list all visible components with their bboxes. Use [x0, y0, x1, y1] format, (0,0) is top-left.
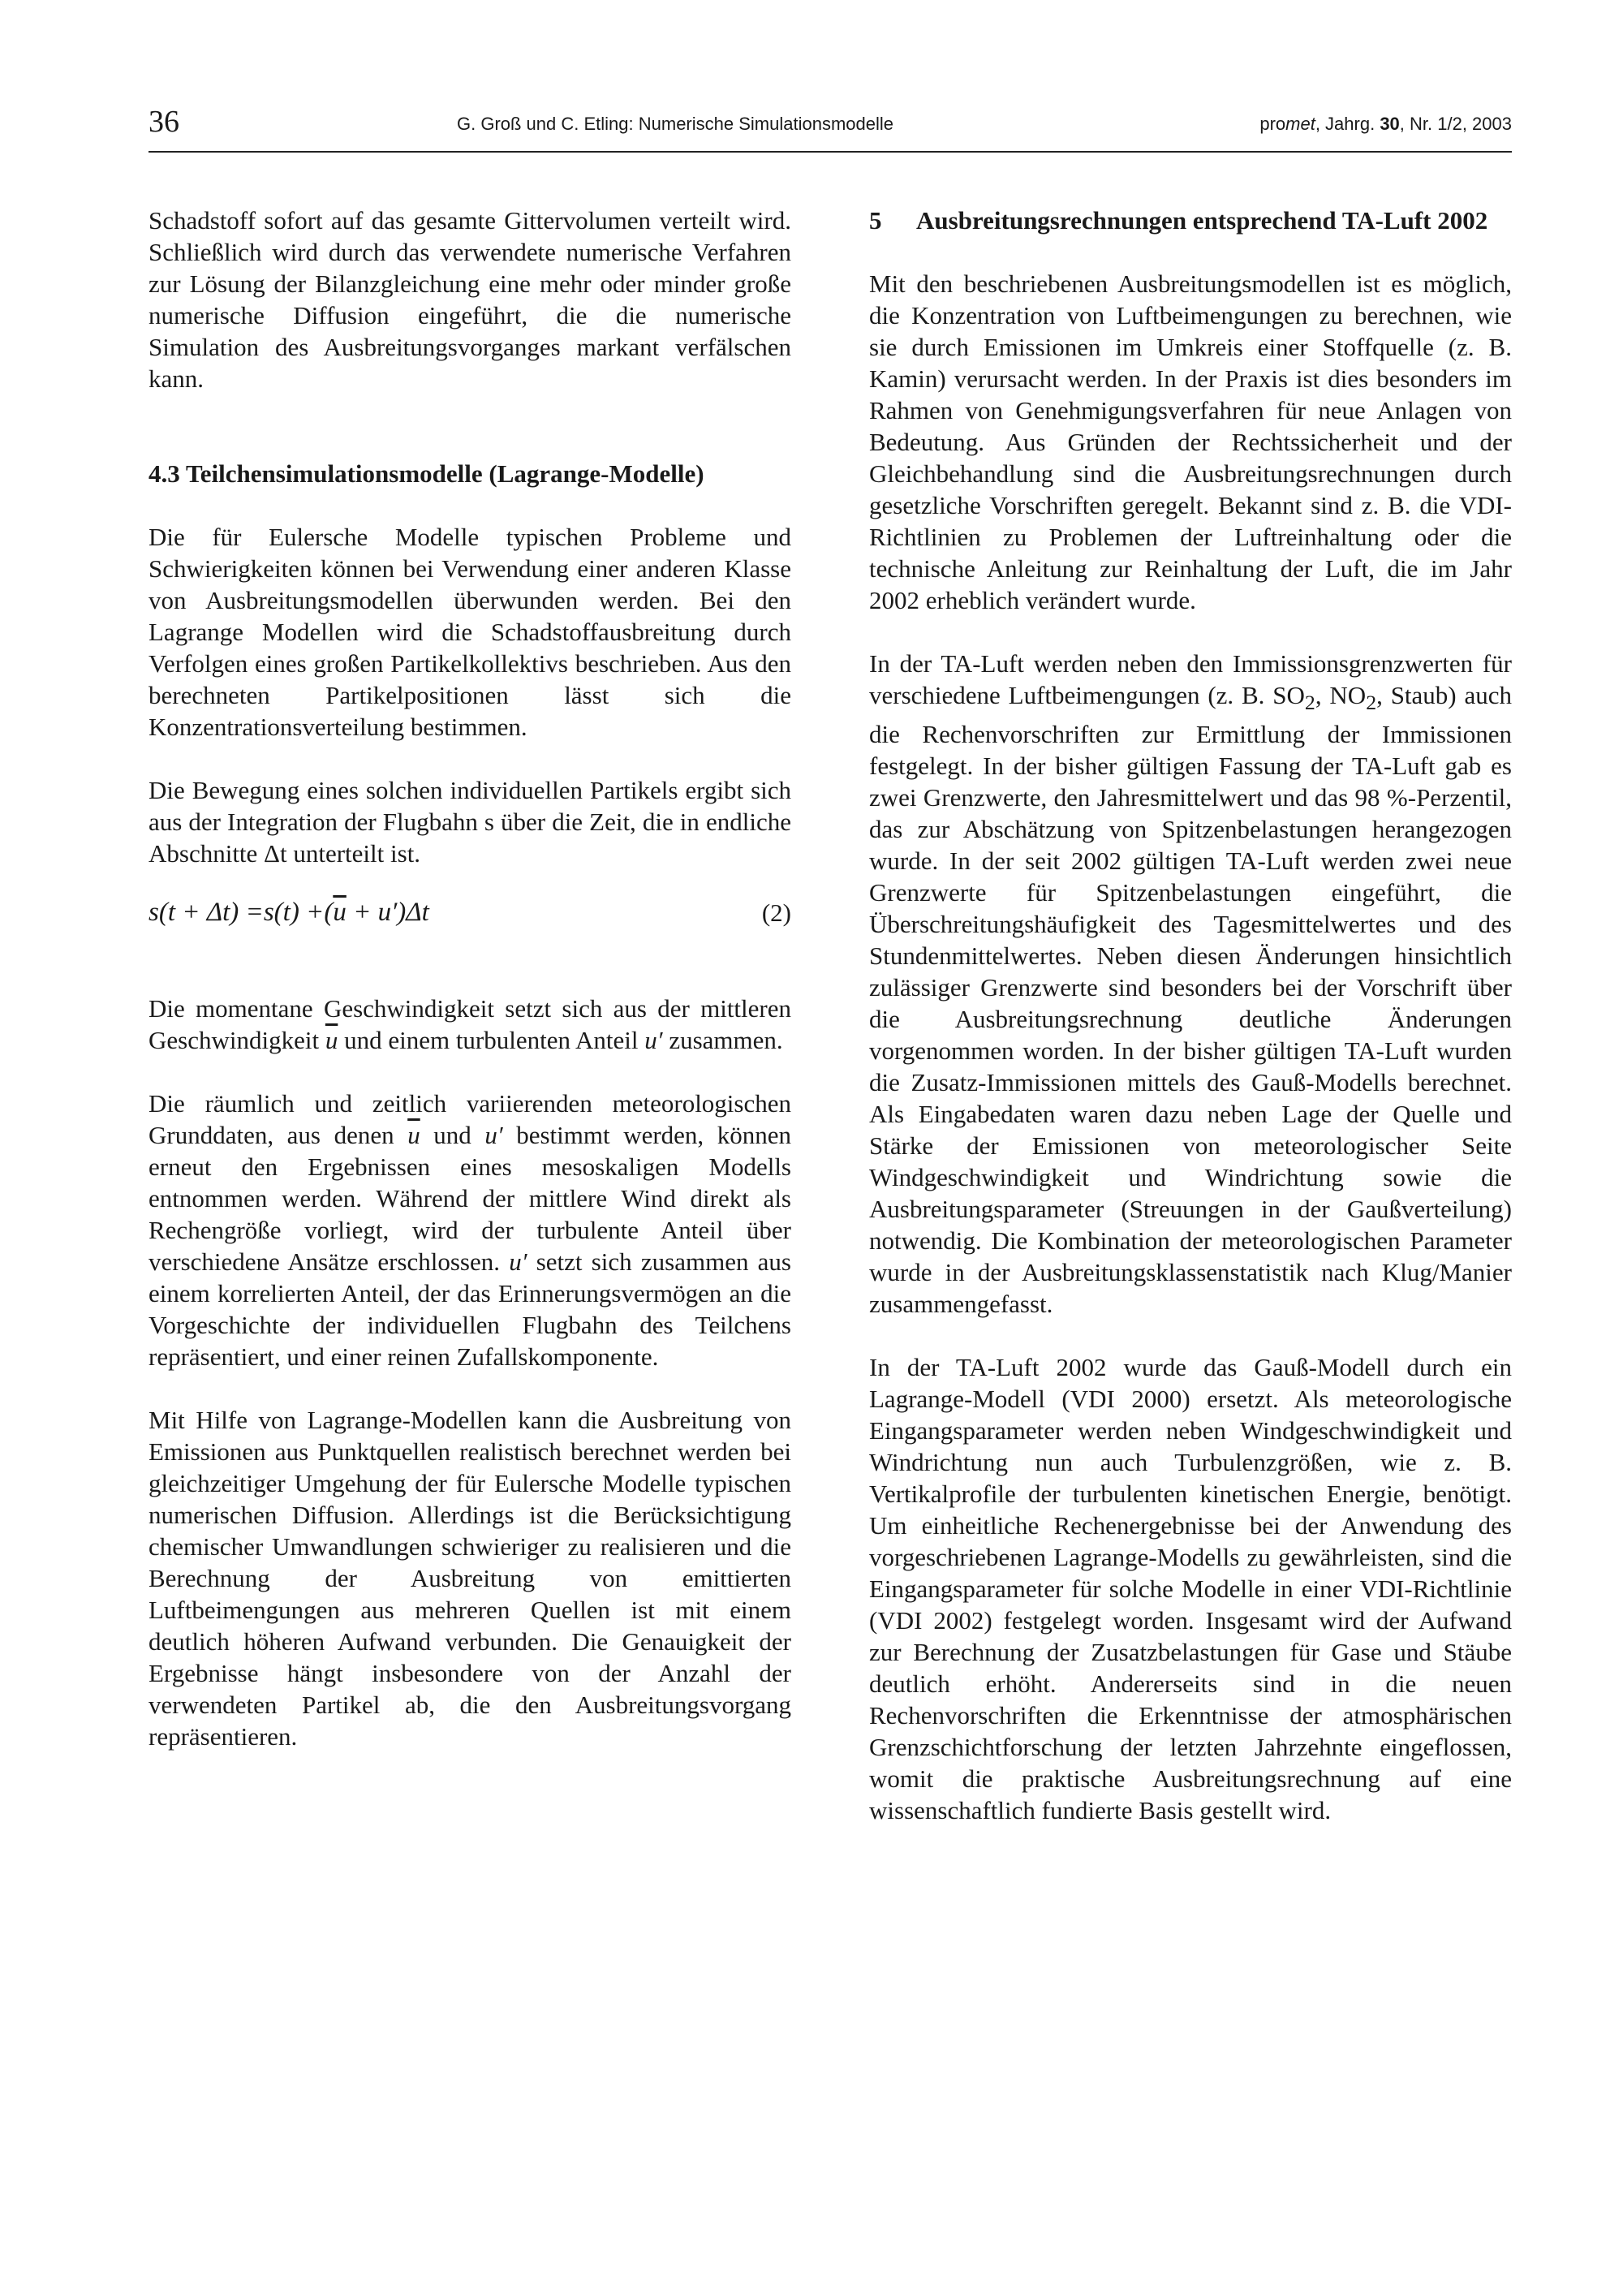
page-number: 36: [149, 105, 179, 139]
paragraph-particle-motion: Die Bewegung eines solchen individuellen Partikels ergibt sich aus der Integration der Flugbahn s über die Zeit, die in endliche Abschnitte Δt unterteilt ist.: [149, 776, 791, 868]
page-header: [149, 102, 1512, 153]
running-title: G. Groß und C. Etling: Numerische Simulationsmodelle: [457, 114, 893, 134]
section-heading-4-3: 4.3 Teilchensimulationsmodelle (Lagrange-Modelle): [149, 459, 704, 488]
journal-reference: promet, Jahrg. 30, Nr. 1/2, 2003: [1259, 114, 1512, 134]
paragraph-meteorological-data: Die räumlich und zeitlich variierenden meteorologischen Grunddaten, aus denen $\overline{u}$ und u′ bestimmt werden, können erneut den Ergebnissen eines mesoskaligen Modells entnommen werden. Während der mittlere Wind direkt als Rechengröße vorliegt, wird der turbulente Anteil über verschiedene Ansätze erschlossen. u′ setzt sich zusammen aus einem korrelierten Anteil, der das Erinnerungsvermögen an die Vorgeschichte der individuellen Flugbahn des Teilchens repräsentiert, und einer reinen Zufallskomponente.: [149, 1089, 792, 1371]
paragraph-ta-luft-intro: Mit den beschriebenen Ausbreitungsmodellen ist es möglich, die Konzentration von Luftbeimengungen zu berechnen, wie sie durch Emissionen im Umkreis einer Stoffquelle (z. B. Kamin) verursacht werden. In der Praxis ist dies besonders im Rahmen von Genehmigungsverfahren für neue Anlagen von Bedeutung. Aus Gründen der Rechtssicherheit und der Gleichbehandlung sind die Ausbreitungsrechnungen durch gesetzliche Vorschriften geregelt. Bekannt sind z. B. die VDI-Richtlinien zu Problemen der Luftreinhaltung oder die technische Anleitung zur Reinhaltung der Luft, die im Jahr 2002 erheblich verändert wurde.: [869, 269, 1512, 614]
right-column: [869, 205, 1512, 1858]
equation-formula: $s(t + \Delta t) =s(t) +(\overline{u} + u')\Delta t$: [149, 898, 429, 927]
section-heading-5: 5 Ausbreitungsrechnungen entsprechend TA-Luft 2002: [869, 206, 1488, 235]
paragraph-ta-luft-limits: In der TA-Luft werden neben den Immissionsgrenzwerten für verschiedene Luftbeimengungen (z. B. $SO_2$, $NO_2$, Staub) auch die Rechenvorschriften zur Ermittlung der Immissionen festgelegt. In der bisher gültigen Fassung der TA-Luft gab es zwei Grenzwerte, den Jahresmittelwert und das 98 %-Perzentil, das zur Abschätzung von Spitzenbelastungen herangezogen wurde. In der seit 2002 gültigen TA-Luft werden zwei neue Grenzwerte für Spitzenbelastungen eingeführt, die Überschreitungshäufigkeit des Tagesmittelwertes und des Stundenmittelwertes. Neben diesen Änderungen hinsichtlich zulässiger Grenzwerte sind besonders bei der Vorschrift über die Ausbreitungsrechnung deutliche Änderungen vorgenommen worden. In der bisher gültigen TA-Luft wurden die Zusatz-Immissionen mittels des Gauß-Modells berechnet. Als Eingabedaten waren dazu neben Lage der Quelle und Stärke der Emissionen von meteorologischer Seite Windgeschwindigkeit und Windrichtung sowie die Ausbreitungsparameter (Streuungen in der Gaußverteilung) notwendig. Die Kombination der meteorologischen Parameter wurde in der Ausbreitungsklassenstatistik nach Klug/Manier zusammengefasst.: [869, 649, 1512, 1319]
paragraph-lagrange-intro: Die für Eulersche Modelle typischen Probleme und Schwierigkeiten können bei Verwendung einer anderen Klasse von Ausbreitungsmodellen überwunden werden. Bei den Lagrange Modellen wird die Schadstoffausbreitung durch Verfolgen eines großen Partikelkollektivs beschrieben. Aus den berechneten Partikelpositionen lässt sich die Konzentrationsverteilung bestimmen.: [149, 523, 791, 741]
equation-2: [149, 897, 791, 929]
paragraph-velocity: Die momentane Geschwindigkeit setzt sich aus der mittleren Geschwindigkeit $\overline{u}$ und einem turbulenten Anteil u′ zusammen.: [149, 994, 791, 1054]
paragraph-intro: Schadstoff sofort auf das gesamte Gittervolumen verteilt wird. Schließlich wird durch das verwendete numerische Verfahren zur Lösung der Bilanzgleichung eine mehr oder minder große numerische Diffusion eingeführt, die die numerische Simulation des Ausbreitungsvorganges markant verfälschen kann.: [149, 206, 791, 393]
equation-number: (2): [761, 898, 791, 927]
left-column: [149, 205, 791, 1784]
paragraph-lagrange-advantages: Mit Hilfe von Lagrange-Modellen kann die Ausbreitung von Emissionen aus Punktquellen realistisch berechnet werden bei gleichzeitiger Umgehung der für Eulersche Modelle typischen numerischen Diffusion. Allerdings ist die Berücksichtigung chemischer Umwandlungen schwieriger zu realisieren und die Berechnung der Ausbreitung von emittierten Luftbeimengungen aus mehreren Quellen ist mit einem deutlich höheren Aufwand verbunden. Die Genauigkeit der Ergebnisse hängt insbesondere von der Anzahl der verwendeten Partikel ab, die den Ausbreitungsvorgang repräsentieren.: [149, 1406, 791, 1751]
paragraph-ta-luft-2002: In der TA-Luft 2002 wurde das Gauß-Modell durch ein Lagrange-Modell (VDI 2000) ersetzt. Als meteorologische Eingangsparameter werden neben Windgeschwindigkeit und Windrichtung nun auch Turbulenzgrößen, wie z. B. Vertikalprofile der turbulenten kinetischen Energie, benötigt. Um einheitliche Rechenergebnisse bei der Anwendung des vorgeschriebenen Lagrange-Modells zu gewährleisten, sind die Eingangsparameter für solche Modelle in einer VDI-Richtlinie (VDI 2002) festgelegt worden. Insgesamt wird der Aufwand zur Berechnung der Zusatzbelastungen für Gase und Stäube deutlich erhöht. Andererseits sind in die neuen Rechenvorschriften die Erkenntnisse der atmosphärischen Grenzschichtforschung der letzten Jahrzehnte eingeflossen, womit die praktische Ausbreitungsrechnung auf eine wissenschaftlich fundierte Basis gestellt wird.: [869, 1353, 1512, 1825]
